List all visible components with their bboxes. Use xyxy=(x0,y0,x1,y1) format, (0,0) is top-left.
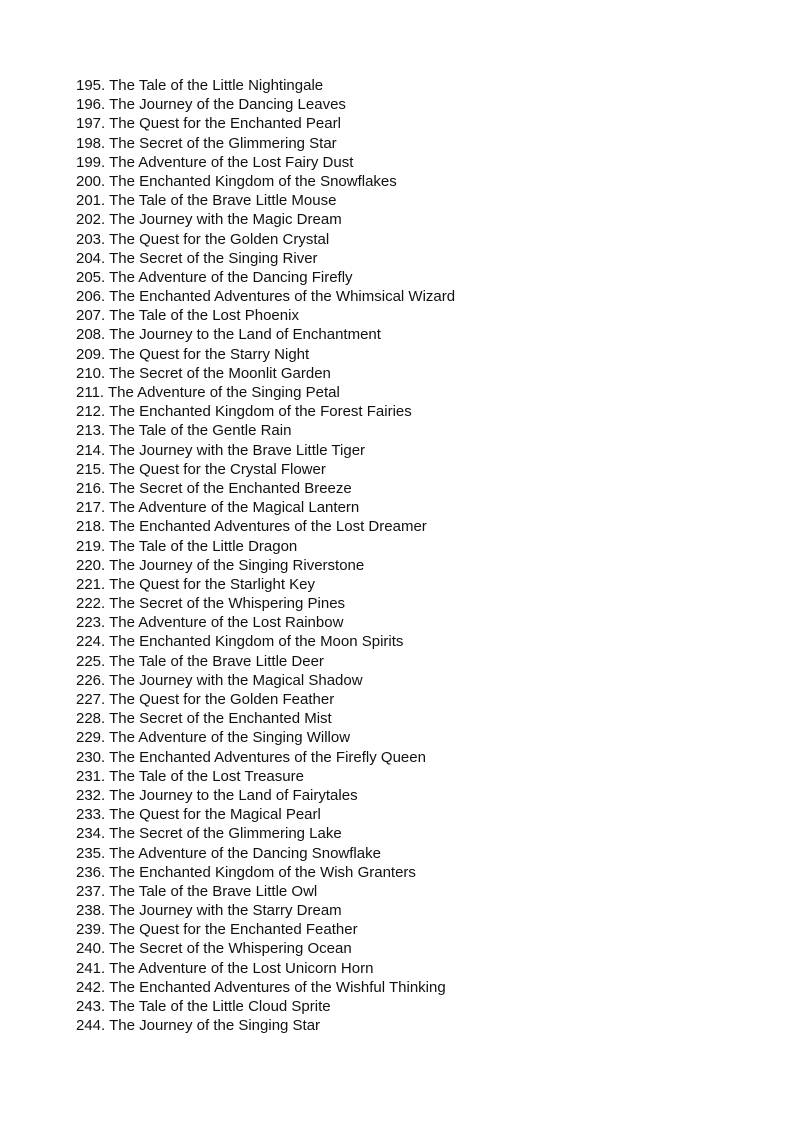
list-item: 204. The Secret of the Singing River xyxy=(76,249,318,267)
list-item: 203. The Quest for the Golden Crystal xyxy=(76,230,330,248)
list-item: 201. The Tale of the Brave Little Mouse xyxy=(76,192,337,210)
list-item: 216. The Secret of the Enchanted Breeze xyxy=(76,479,352,497)
list-item: 238. The Journey with the Starry Dream xyxy=(76,902,342,920)
list-item: 199. The Adventure of the Lost Fairy Dust xyxy=(76,153,354,171)
list-item: 218. The Enchanted Adventures of the Lost Dreamer xyxy=(76,518,427,536)
list-item: 195. The Tale of the Little Nightingale xyxy=(76,77,324,94)
list-item: 208. The Journey to the Land of Enchantment xyxy=(76,326,381,344)
list-item: 205. The Adventure of the Dancing Firefly xyxy=(76,268,353,286)
list-item: 241. The Adventure of the Lost Unicorn Horn xyxy=(76,959,374,977)
list-item: 215. The Quest for the Crystal Flower xyxy=(76,460,326,478)
list-item: 197. The Quest for the Enchanted Pearl xyxy=(76,115,341,133)
list-item: 232. The Journey to the Land of Fairytales xyxy=(76,786,358,804)
list-item: 239. The Quest for the Enchanted Feather xyxy=(76,921,358,939)
list-item: 237. The Tale of the Brave Little Owl xyxy=(76,882,318,900)
list-item: 226. The Journey with the Magical Shadow xyxy=(76,671,363,689)
list-item: 224. The Enchanted Kingdom of the Moon Spirits xyxy=(76,633,404,651)
list-item: 225. The Tale of the Brave Little Deer xyxy=(76,652,324,670)
list-item: 223. The Adventure of the Lost Rainbow xyxy=(76,614,344,632)
list-item: 242. The Enchanted Adventures of the Wishful Thinking xyxy=(76,978,446,996)
story-title-list xyxy=(76,76,455,1035)
list-item: 210. The Secret of the Moonlit Garden xyxy=(76,364,331,382)
list-item: 209. The Quest for the Starry Night xyxy=(76,345,310,363)
list-item: 221. The Quest for the Starlight Key xyxy=(76,575,316,593)
list-item: 198. The Secret of the Glimmering Star xyxy=(76,134,337,152)
list-item: 220. The Journey of the Singing Riverstone xyxy=(76,556,365,574)
list-item: 244. The Journey of the Singing Star xyxy=(76,1017,321,1035)
list-item: 230. The Enchanted Adventures of the Firefly Queen xyxy=(76,748,426,766)
list-item: 234. The Secret of the Glimmering Lake xyxy=(76,825,342,843)
list-item: 240. The Secret of the Whispering Ocean xyxy=(76,940,352,958)
list-item: 212. The Enchanted Kingdom of the Forest Fairies xyxy=(76,403,412,421)
list-item: 222. The Secret of the Whispering Pines xyxy=(76,595,346,613)
list-item: 202. The Journey with the Magic Dream xyxy=(76,211,342,229)
list-item: 196. The Journey of the Dancing Leaves xyxy=(76,96,346,114)
list-item: 235. The Adventure of the Dancing Snowflake xyxy=(76,844,381,862)
list-item: 200. The Enchanted Kingdom of the Snowflakes xyxy=(76,172,397,190)
list-item: 231. The Tale of the Lost Treasure xyxy=(76,767,304,785)
list-item: 207. The Tale of the Lost Phoenix xyxy=(76,307,299,325)
list-item: 229. The Adventure of the Singing Willow xyxy=(76,729,351,747)
list-item: 228. The Secret of the Enchanted Mist xyxy=(76,710,332,728)
list-item: 243. The Tale of the Little Cloud Sprite xyxy=(76,998,331,1015)
list-item: 233. The Quest for the Magical Pearl xyxy=(76,806,321,824)
list-item: 219. The Tale of the Little Dragon xyxy=(76,537,298,555)
list-item: 236. The Enchanted Kingdom of the Wish Granters xyxy=(76,863,416,881)
list-item: 213. The Tale of the Gentle Rain xyxy=(76,422,292,440)
list-item: 217. The Adventure of the Magical Lantern xyxy=(76,499,360,517)
list-item: 227. The Quest for the Golden Feather xyxy=(76,691,335,708)
list-item: 214. The Journey with the Brave Little Tiger xyxy=(76,441,366,459)
list-item: 206. The Enchanted Adventures of the Whimsical Wizard xyxy=(76,288,456,306)
list-item: 211. The Adventure of the Singing Petal xyxy=(76,384,340,401)
